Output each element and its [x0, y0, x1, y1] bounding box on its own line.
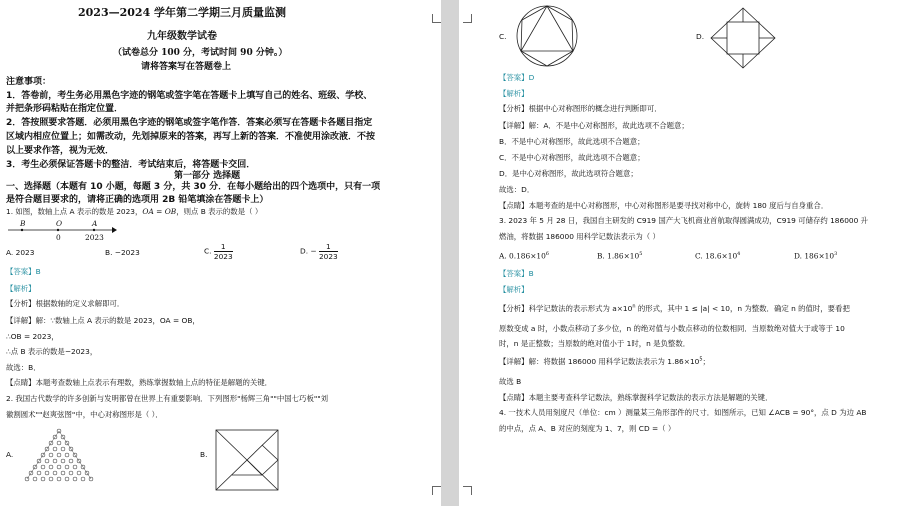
notice-line: 以上要求作答，视为无效． — [6, 146, 115, 156]
q3-option-b — [597, 251, 642, 260]
q2-line: B．不是中心对称图形，故此选项不合题意； — [499, 137, 645, 146]
q2-choice: 故选：D． — [499, 185, 535, 194]
fraction-denominator: 2023 — [213, 252, 233, 261]
q3-fenxi-line: 时，n 是正整数；当原数的绝对值小于 1时，n 是负整数． — [499, 339, 691, 348]
exam-subtitle: 九年级数学试卷 — [147, 31, 217, 42]
page-corner-mark — [463, 14, 472, 23]
q2-xiangjie: 【详解】解：A．不是中心对称图形，故此选项不合题意； — [499, 121, 689, 130]
q1-stem — [6, 206, 262, 217]
q2-stem: 徽割圆术""赵爽弦图"中，中心对称图形是（ ）． — [6, 410, 163, 419]
section-heading: 一、选择题（本题有 10 小题，每题 3 分，共 30 分．在每小题给出的四个选项中，只有一项 — [6, 182, 381, 192]
q1-step: ∴点 B 表示的数是−2023， — [6, 347, 98, 356]
q3-fenxi-exp: n — [632, 303, 636, 310]
q1-step: ∴OB = 2023， — [6, 332, 59, 341]
q1-option-b: B. −2023 — [105, 248, 140, 257]
page-gap — [441, 0, 459, 506]
q3-option-c-exp: 4 — [737, 251, 741, 257]
q3-option-d — [794, 251, 837, 260]
tick-2023: 2023 — [85, 233, 104, 242]
q1-step: 故选：B． — [6, 363, 41, 372]
yanghui-triangle-figure — [14, 428, 104, 488]
exam-note: 请将答案写在答题卷上 — [141, 62, 232, 72]
q2-option-b-label: B. — [200, 450, 208, 459]
page-corner-mark — [432, 14, 441, 23]
q2-line: D．是中心对称图形，故此选项符合题意； — [499, 169, 638, 178]
q2-option-d-label: D. — [696, 32, 705, 41]
q1-option-c-prefix: C. — [204, 246, 212, 256]
q2-stem: 2. 我国古代数学的许多创新与发明都曾在世界上有重要影响．下列图形"杨辉三角""中国七巧板""刘 — [6, 394, 329, 403]
q3-option-c-base: C. 18.6×10 — [695, 251, 738, 261]
notice-line: 2．答按照要求答题．必须用黑色字迹的钢笔或签字笔作答．答案必须写在答题卡各题目指定 — [6, 118, 373, 128]
q3-answer: 【答案】B — [499, 269, 534, 278]
fraction — [319, 242, 338, 261]
page-corner-mark — [463, 486, 472, 495]
q3-xiangjie — [499, 356, 710, 367]
q3-option-a — [499, 251, 549, 260]
point-a-label: A — [92, 219, 98, 228]
q3-fenxi-line: 原数变成 a 时，小数点移动了多少位，n 的绝对值与小数点移动的位数相同．当原数绝对值大于或等于 10 — [499, 324, 845, 333]
q3-dianjing: 【点睛】本题主要考查科学记数法，熟练掌握科学记数法的表示方法是解题的关键． — [499, 393, 773, 402]
q3-option-c — [695, 251, 740, 260]
notice-line: 3．考生必须保证答题卡的整洁．考试结束后，将答题卡交回． — [6, 160, 256, 170]
q1-option-c — [204, 242, 233, 261]
exam-info: （试卷总分 100 分，考试时间 90 分钟。） — [113, 48, 288, 58]
q3-stem: 燃油，将数据 186000 用科学记数法表示为（ ） — [499, 232, 660, 241]
q3-fenxi-b: 的形式，其中 1 ≤ |a| < 10，n 为整数．确定 n 的值时，要看把 — [635, 304, 850, 313]
q1-option-a: A. 2023 — [6, 248, 35, 257]
q1-option-d-prefix: D. − — [300, 246, 317, 256]
q2-analysis-tag: 【解析】 — [499, 89, 529, 98]
q1-stem-eq: OA = OB — [142, 207, 177, 216]
point-b-label: B — [20, 219, 26, 228]
q2-line: C．不是中心对称图形，故此选项不合题意； — [499, 153, 645, 162]
fraction — [214, 242, 233, 261]
q3-xiangjie-b: ； — [702, 357, 710, 366]
q3-xiangjie-exp: 5 — [699, 356, 703, 363]
notice-line: 区域内相应位置上；如需改动，先划掉原来的答案，再写上新的答案．不准使用涂改液．不按 — [6, 132, 376, 142]
exam-title: 2023—2024 学年第二学期三月质量监测 — [78, 6, 287, 19]
q3-xiangjie-a: 【详解】解：将数据 186000 用科学记数法表示为 1.86×10 — [499, 357, 700, 366]
q1-option-d — [300, 242, 338, 261]
q1-dianjing: 【点睛】本题考查数轴上点表示有理数，熟练掌握数轴上点的特征是解题的关键． — [6, 378, 273, 387]
right-page — [459, 0, 900, 506]
q3-stem: 3. 2023 年 5 月 28 日，我国自主研发的 C919 国产大飞机商业首航取得圆满成功，C919 可储存约 186000 升 — [499, 216, 869, 225]
tick-zero: 0 — [56, 233, 61, 242]
q3-option-d-base: D. 186×10 — [794, 251, 835, 261]
left-page — [0, 0, 441, 506]
q1-xiangjie: 【详解】解：∵数轴上点 A 表示的数是 2023，OA = OB， — [6, 316, 200, 325]
q1-analysis-tag: 【解析】 — [6, 284, 36, 293]
page-corner-mark — [432, 486, 441, 495]
fraction-denominator: 2023 — [318, 252, 338, 261]
q1-fenxi: 【分析】根据数轴的定义求解即可． — [6, 299, 125, 308]
zhaoshuang-figure — [711, 6, 781, 76]
section-heading: 是符合题目要求的，请将正确的选项用 2B 铅笔填涂在答题卡上） — [6, 195, 269, 205]
q1-stem-b: ，则点 B 表示的数是（ ） — [176, 207, 263, 216]
q4-stem: 的中点，点 A、B 对应的刻度为 1、7，则 CD =（ ） — [499, 424, 676, 433]
fraction-numerator: 1 — [319, 242, 338, 252]
q2-fenxi: 【分析】根据中心对称图形的概念进行判断即可． — [499, 104, 662, 113]
q3-fenxi — [499, 303, 850, 314]
q2-answer: 【答案】D — [499, 73, 535, 82]
q2-option-c-label: C. — [499, 32, 507, 41]
q3-choice: 故选 B — [499, 377, 522, 386]
q1-answer: 【答案】B — [6, 267, 41, 276]
q3-option-b-base: B. 1.86×10 — [597, 251, 640, 261]
q2-dianjing: 【点睛】本题考查的是中心对称图形，中心对称图形是要寻找对称中心，旋转 180 度后与自身重合． — [499, 201, 829, 210]
tangram-figure — [214, 428, 284, 492]
notice-line: 1．答卷前，考生务必用黑色字迹的钢笔或签字笔在答题卡上填写自己的姓名、班级、学校、 — [6, 91, 373, 101]
q3-option-b-exp: 5 — [639, 251, 643, 257]
q3-option-d-exp: 3 — [834, 251, 838, 257]
q4-stem: 4. 一技术人员用刻度尺（单位：cm ）测量某三角形部件的尺寸．如图所示，已知 ∠ACB = 90°，点 D 为边 AB — [499, 408, 867, 417]
q3-option-a-base: A. 0.186×10 — [499, 251, 546, 261]
part-heading: 第一部分 选择题 — [174, 171, 241, 181]
notice-line: 并把条形码粘贴在指定位置． — [6, 104, 124, 114]
q1-stem-a: 1. 如图，数轴上点 A 表示的数是 2023， — [6, 207, 143, 216]
q2-option-a-label: A. — [6, 450, 14, 459]
fraction-numerator: 1 — [214, 242, 233, 252]
notice-heading: 注意事项： — [6, 77, 52, 87]
q3-option-a-exp: 6 — [545, 251, 549, 257]
point-o-label: O — [56, 219, 63, 228]
q3-analysis-tag: 【解析】 — [499, 285, 529, 294]
q3-fenxi-a: 【分析】科学记数法的表示形式为 a×10 — [499, 304, 633, 313]
liuhui-circle-figure — [511, 4, 591, 68]
